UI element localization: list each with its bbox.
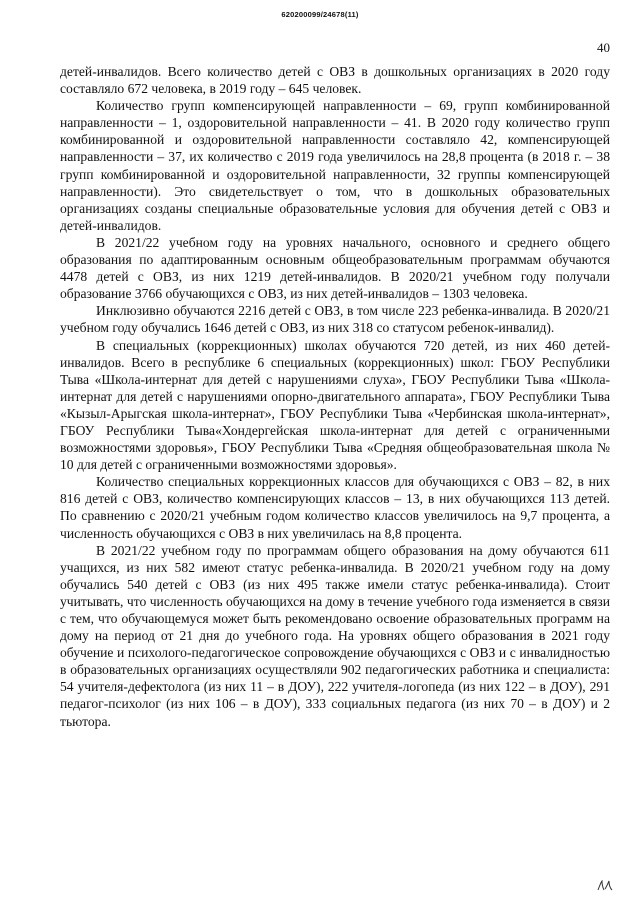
paragraph-inclusive: Инклюзивно обучаются 2216 детей с ОВЗ, в том числе 223 ребенка-инвалида. В 2020/21 учебном году обучались 1646 детей с ОВЗ, из них 318 со статусом ребенок-инвалид). <box>60 303 610 336</box>
document-id: 620200099/24678(11) <box>281 10 359 19</box>
paragraph-special-classes: Количество специальных коррекционных классов для обучающихся с ОВЗ – 82, в них 816 детей с ОВЗ, количество компенсирующих классов – 13, в них обучающихся 113 детей. По сравнению с 2020/21 учебным годом количество классов увеличилось на 9,7 процента, а численность обучающихся с ОВЗ в них увеличилась на 8,8 процента. <box>60 474 610 541</box>
document-body <box>60 63 610 730</box>
paragraph-general-education: В 2021/22 учебном году на уровнях начального, основного и среднего общего образования по адаптированным основным общеобразовательным программам обучаются 4478 детей с ОВЗ, из них 1219 детей-инвалидов. В 2020/21 учебном году получали образование 3766 обучающихся с ОВЗ, из них детей-инвалидов – 1303 человека. <box>60 234 610 302</box>
paragraph-groups: Количество групп компенсирующей направленности – 69, групп комбинированной направленности – 1, оздоровительной направленности – 41. В 2020 году количество групп комбинированной и оздоровительной направленности составляло 42, компенсирующей направленности – 37, их количество с 2019 года увеличилось на 28,8 процента (в 2018 г. – 38 групп комбинированной и оздоровительной направленности, 32 группы компенсирующей направленности). Это свидетельствует о том, что в дошкольных образовательных организациях созданы специальные образовательные условия для обучения детей с ОВЗ и детей-инвалидов. <box>60 98 610 233</box>
page-number: 40 <box>597 40 610 55</box>
paragraph-special-schools: В специальных (коррекционных) школах обучаются 720 детей, из них 460 детей-инвалидов. Всего в республике 6 специальных (коррекционных) школ: ГБОУ Республики Тыва «Школа-интернат для детей с нарушениями слуха», ГБОУ Республики Тыва «Школа-интернат для детей с нарушениями опорно-двигательного аппарата», ГБОУ Республики Тыва «Кызыл-Арыгская школа-интернат», ГБОУ Республики Тыва «Чербинская школа-интернат», ГБОУ Республики Тыва«Хондергейская школа-интернат для детей с ограниченными возможностями здоровья», ГБОУ Республики Тыва «Средняя общеобразовательная школа № 10 для детей с ограниченными возможностями здоровья». <box>60 337 610 473</box>
initials-signature-icon <box>596 879 614 893</box>
paragraph-continuation: детей-инвалидов. Всего количество детей с ОВЗ в дошкольных организациях в 2020 году составляло 672 человека, в 2019 году – 645 человек. <box>60 64 610 97</box>
paragraph-home-education: В 2021/22 учебном году по программам общего образования на дому обучаются 611 учащихся, из них 582 имеют статус ребенка-инвалида. В 2020/21 учебном году на дому обучались 540 детей с ОВЗ (из них 495 также имели статус ребенка-инвалида). Стоит учитывать, что численность обучающихся на дому в течение учебного года изменяется в связи с тем, что обучающемуся может быть рекомендовано освоение образовательных программ на дому на период от 21 дня до учебного года. На уровнях общего образования в 2021 году обучение и психолого-педагогическое сопровождение обучающихся с ОВЗ и с инвалидностью в образовательных организациях осуществляли 902 педагогических работника и специалиста: 54 учителя-дефектолога (из них 11 – в ДОУ), 222 учителя-логопеда (из них 122 – в ДОУ), 291 педагог-психолог (из них 106 – в ДОУ), 333 социальных педагога (из них 70 – в ДОУ) и 2 тьютора. <box>60 542 610 729</box>
